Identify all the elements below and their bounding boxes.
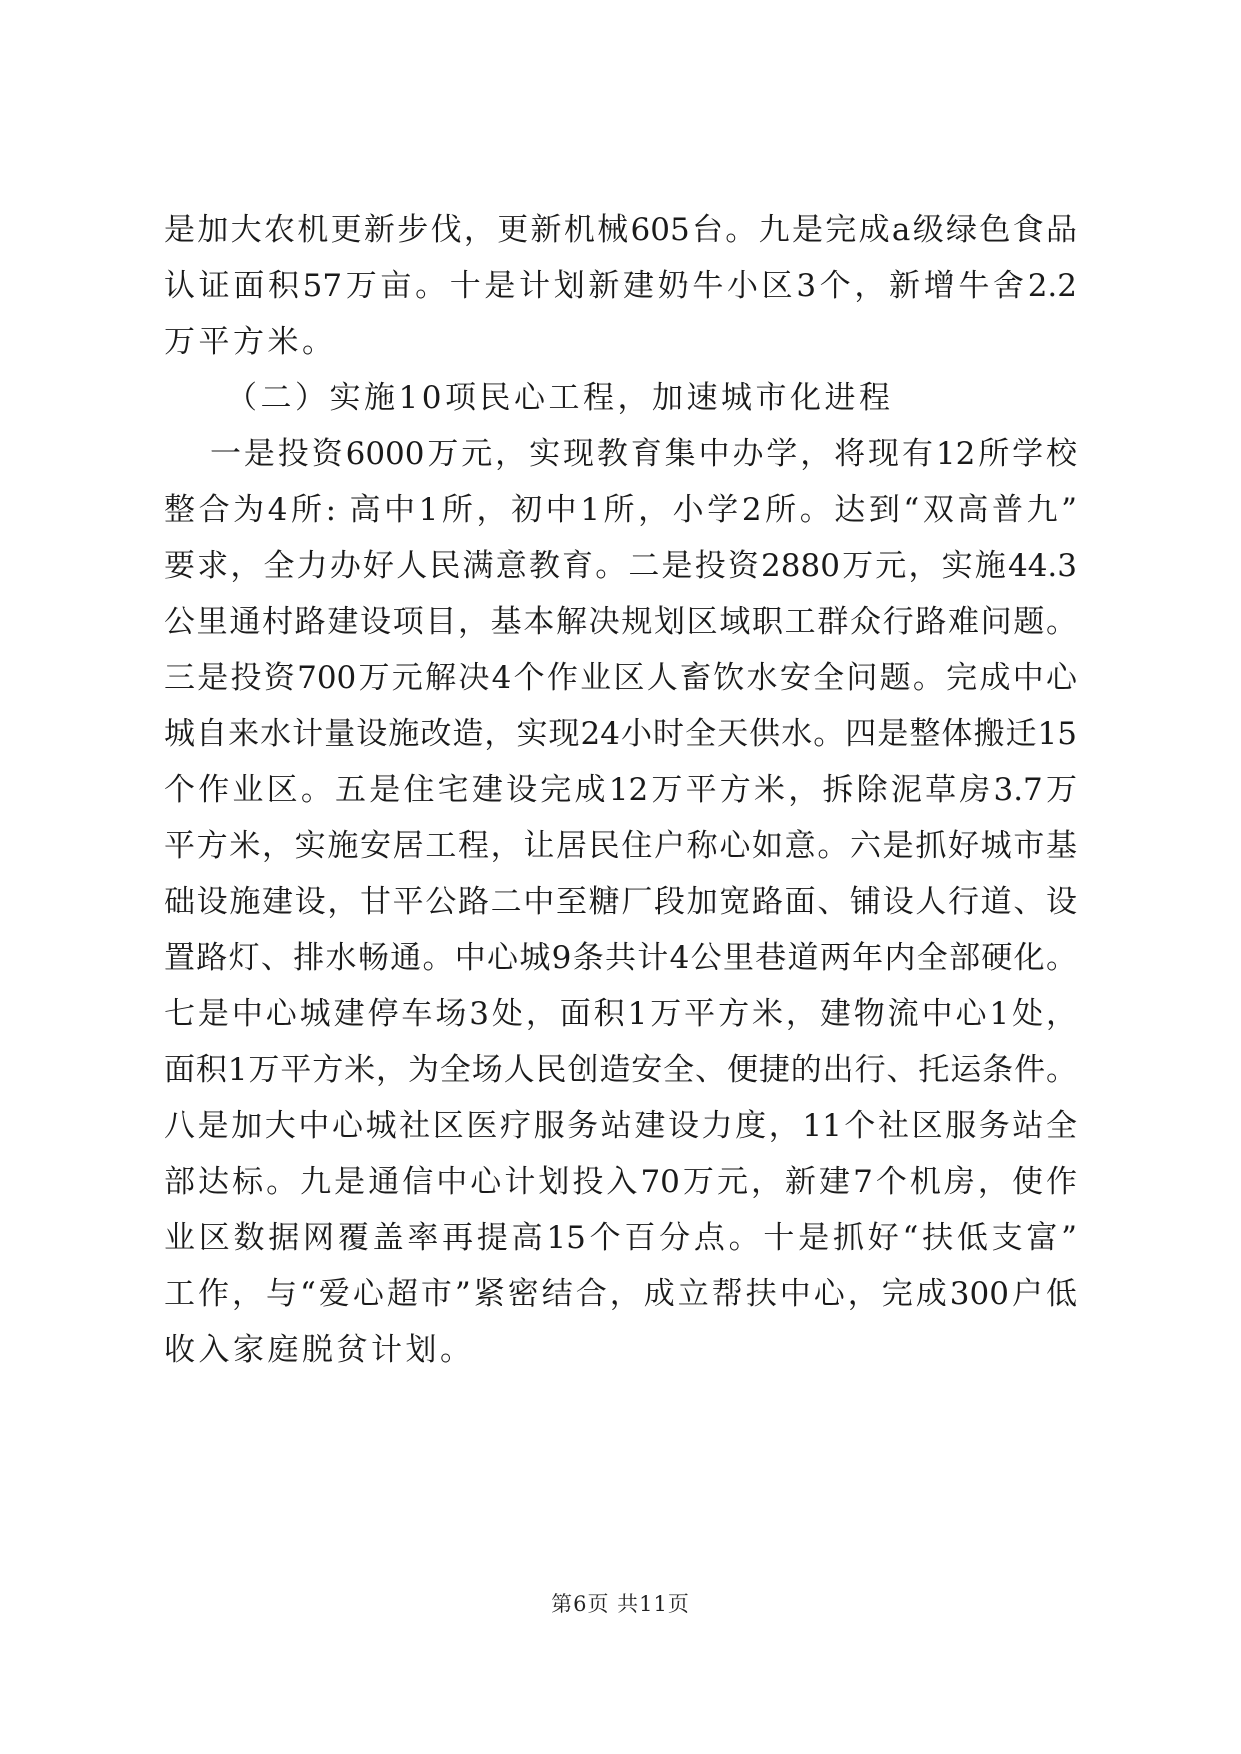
body-line-6: 整合为4所: 高中1所，初中1所，小学2所。达到“双高普九” (164, 492, 1077, 528)
body-line-18: 部达标。九是通信中心计划投入70万元，新建7个机房，使作 (164, 1164, 1077, 1200)
body-line-12: 平方米，实施安居工程，让居民住户称心如意。六是抓好城市基 (164, 828, 1077, 864)
body-line-14: 置路灯、排水畅通。中心城9条共计4公里巷道两年内全部硬化。 (164, 940, 1077, 976)
body-line-9: 三是投资700万元解决4个作业区人畜饮水安全问题。完成中心 (164, 660, 1077, 696)
body-line-13: 础设施建设，甘平公路二中至糖厂段加宽路面、铺设人行道、设 (164, 884, 1077, 920)
body-line-5: 一是投资6000万元，实现教育集中办学，将现有12所学校 (210, 436, 1077, 472)
body-line-8: 公里通村路建设项目，基本解决规划区域职工群众行路难问题。 (164, 604, 1077, 640)
body-line-16: 面积1万平方米，为全场人民创造安全、便捷的出行、托运条件。 (164, 1052, 1077, 1088)
body-line-15: 七是中心城建停车场3处，面积1万平方米，建物流中心1处， (164, 996, 1077, 1032)
body-line-7: 要求，全力办好人民满意教育。二是投资2880万元，实施44.3 (164, 548, 1077, 584)
body-line-2: 认证面积57万亩。十是计划新建奶牛小区3个，新增牛舍2.2 (164, 268, 1077, 304)
body-line-1: 是加大农机更新步伐，更新机械605台。九是完成a级绿色食品 (164, 212, 1077, 248)
body-line-20: 工作，与“爱心超市”紧密结合，成立帮扶中心，完成300户低 (164, 1276, 1077, 1312)
section-heading: （二）实施10项民心工程，加速城市化进程 (226, 380, 894, 416)
body-line-17: 八是加大中心城社区医疗服务站建设力度，11个社区服务站全 (164, 1108, 1077, 1144)
body-line-11: 个作业区。五是住宅建设完成12万平方米，拆除泥草房3.7万 (164, 772, 1077, 808)
body-line-21: 收入家庭脱贫计划。 (164, 1332, 475, 1368)
page-number-footer: 第6页 共11页 (551, 1592, 690, 1616)
body-line-3: 万平方米。 (164, 324, 337, 360)
body-line-19: 业区数据网覆盖率再提高15个百分点。十是抓好“扶低支富” (164, 1220, 1077, 1256)
body-line-10: 城自来水计量设施改造，实现24小时全天供水。四是整体搬迁15 (164, 716, 1077, 752)
